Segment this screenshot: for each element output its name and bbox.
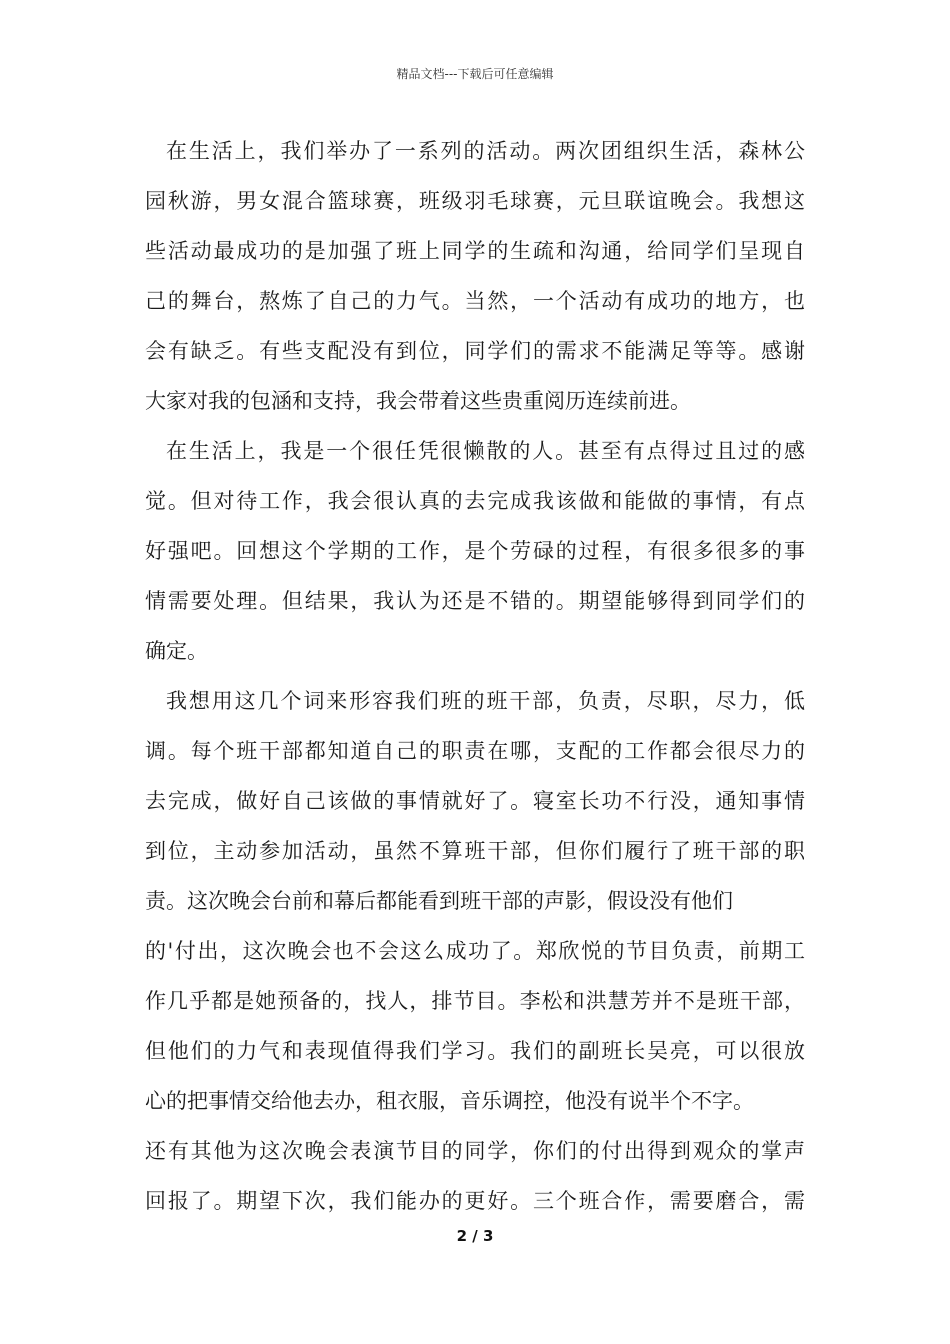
- text-line: 好强吧。回想这个学期的工作，是个劳碌的过程，有很多很多的事: [145, 539, 805, 563]
- text-line: 大家对我的包涵和支持，我会带着这些贵重阅历连续前进。: [145, 389, 691, 413]
- text-line: 我想用这几个词来形容我们班的班干部，负责，尽职，尽力，低: [166, 689, 805, 713]
- text-line: 园秋游，男女混合篮球赛，班级羽毛球赛，元旦联谊晚会。我想这: [145, 189, 805, 213]
- text-line: 但他们的力气和表现值得我们学习。我们的副班长吴亮，可以很放: [145, 1039, 805, 1063]
- text-line: 些活动最成功的是加强了班上同学的生疏和沟通，给同学们呈现自: [145, 239, 805, 263]
- text-line: 作几乎都是她预备的，找人，排节目。李松和洪慧芳并不是班干部，: [145, 989, 805, 1013]
- document-body: [145, 126, 805, 1226]
- text-line: 情需要处理。但结果，我认为还是不错的。期望能够得到同学们的: [145, 589, 805, 613]
- text-line: 调。每个班干部都知道自己的职责在哪，支配的工作都会很尽力的: [145, 739, 805, 763]
- text-line: 己的舞台，熬炼了自己的力气。当然，一个活动有成功的地方，也: [145, 289, 805, 313]
- text-line: 会有缺乏。有些支配没有到位，同学们的需求不能满足等等。感谢: [145, 339, 805, 363]
- text-line: 到位，主动参加活动，虽然不算班干部，但你们履行了班干部的职: [145, 839, 805, 863]
- paragraph-class-cadres: [145, 676, 805, 1226]
- text-line: 去完成，做好自己该做的事情就好了。寝室长功不行没，通知事情: [145, 789, 805, 813]
- text-line: 回报了。期望下次，我们能办的更好。三个班合作，需要磨合，需: [145, 1189, 805, 1213]
- text-line: 在生活上，我们举办了一系列的活动。两次团组织生活，森林公: [166, 139, 805, 163]
- paragraph-self-reflection: [145, 426, 805, 676]
- paragraph-activities: [145, 126, 805, 426]
- text-line: 还有其他为这次晚会表演节目的同学，你们的付出得到观众的掌声: [145, 1139, 805, 1163]
- page-number: 2 / 3: [456, 1227, 494, 1245]
- text-line: 在生活上，我是一个很任凭很懒散的人。甚至有点得过且过的感: [166, 439, 805, 463]
- text-line: 责。这次晚会台前和幕后都能看到班干部的声影，假设没有他们: [145, 889, 733, 913]
- text-line: 确定。: [145, 639, 208, 663]
- text-line: 觉。但对待工作，我会很认真的去完成我该做和能做的事情，有点: [145, 489, 805, 513]
- text-line: 心的把事情交给他去办，租衣服，音乐调控，他没有说半个不字。: [145, 1089, 754, 1113]
- document-header: 精品文档---下载后可任意编辑: [396, 67, 554, 81]
- text-line: 的'付出，这次晚会也不会这么成功了。郑欣悦的节目负责，前期工: [145, 939, 805, 963]
